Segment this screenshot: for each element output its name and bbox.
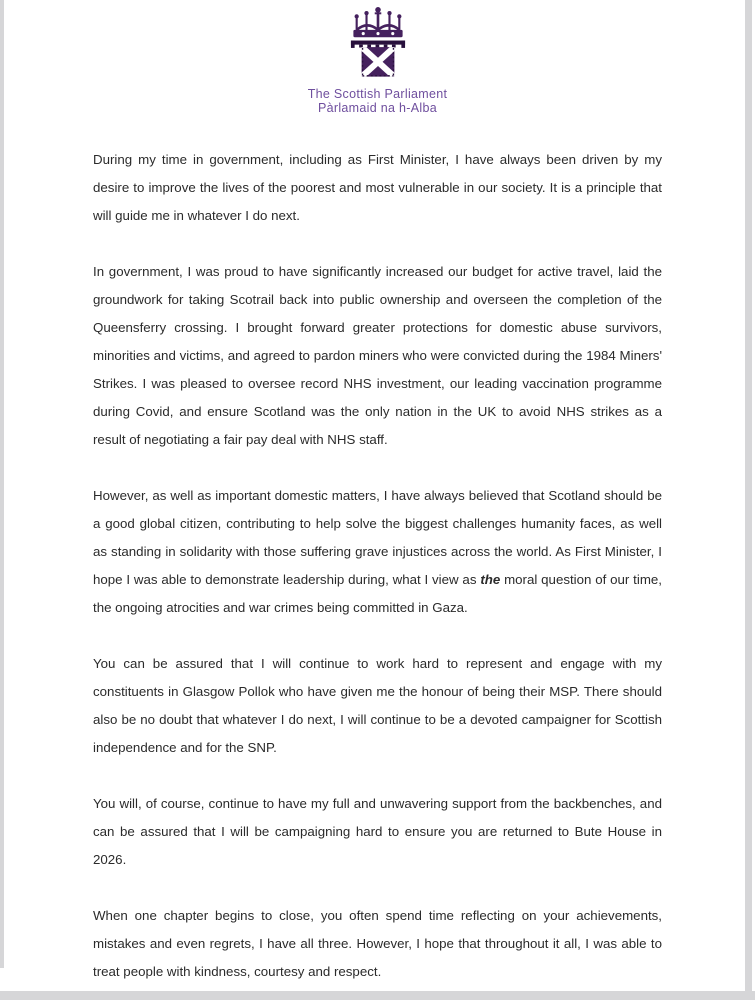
emphasized-text: the xyxy=(480,572,501,587)
paragraph-text: However, as well as important domestic matters, I have always believed that Scotland should be a good global citizen, contributing to help solve the biggest challenges humanity faces, as well as standing in solidarity with those suffering grave injustices across the world. As First Minister, I hope I was able to demonstrate leadership during, what I view as xyxy=(93,488,662,587)
paragraph-text: You can be assured that I will continue to work hard to represent and engage with my constituents in Glasgow Pollok who have given me the honour of being their MSP. There should also be no doubt that whatever I do next, I will continue to be a devoted campaigner for Scottish independence and for the SNP. xyxy=(93,656,662,755)
logo-title: The Scottish Parliament xyxy=(307,87,448,101)
letter-paragraph xyxy=(93,258,662,454)
letter-body xyxy=(93,146,662,986)
letter-paragraph xyxy=(93,902,662,986)
page-edge-bottom xyxy=(0,991,755,1000)
page-edge-left xyxy=(0,0,4,968)
letter-paragraph xyxy=(93,790,662,874)
paragraph-text: moral question of our time, the ongoing atrocities and war crimes being committed in Gaza. xyxy=(93,572,662,615)
paragraph-text: During my time in government, including as First Minister, I have always been driven by my desire to improve the lives of the poorest and most vulnerable in our society. It is a principle that will guide me in whatever I do next. xyxy=(93,152,662,223)
letterhead xyxy=(0,0,755,115)
letter-paragraph xyxy=(93,482,662,622)
letter-paragraph xyxy=(93,146,662,230)
page-edge-right xyxy=(745,0,752,1000)
paragraph-text: In government, I was proud to have significantly increased our budget for active travel, laid the groundwork for taking Scotrail back into public ownership and overseen the completion of the Queensferry crossing. I brought forward greater protections for domestic abuse survivors, minorities and victims, and agreed to pardon miners who were convicted during the 1984 Miners' Strikes. I was pleased to oversee record NHS investment, our leading vaccination programme during Covid, and ensure Scotland was the only nation in the UK to avoid NHS strikes as a result of negotiating a fair pay deal with NHS staff. xyxy=(93,264,662,447)
paragraph-text: When one chapter begins to close, you often spend time reflecting on your achievements, mistakes and even regrets, I have all three. However, I hope that throughout it all, I was able to treat people with kindness, courtesy and respect. xyxy=(93,908,662,979)
letter-paragraph xyxy=(93,650,662,762)
logo-subtitle: Pàrlamaid na h-Alba xyxy=(318,101,437,115)
logo-wordmark xyxy=(308,87,448,115)
scottish-parliament-crest-icon xyxy=(337,5,419,81)
paragraph-text: You will, of course, continue to have my full and unwavering support from the backbenches, and can be assured that I will be campaigning hard to ensure you are returned to Bute House in 2026. xyxy=(93,796,662,867)
